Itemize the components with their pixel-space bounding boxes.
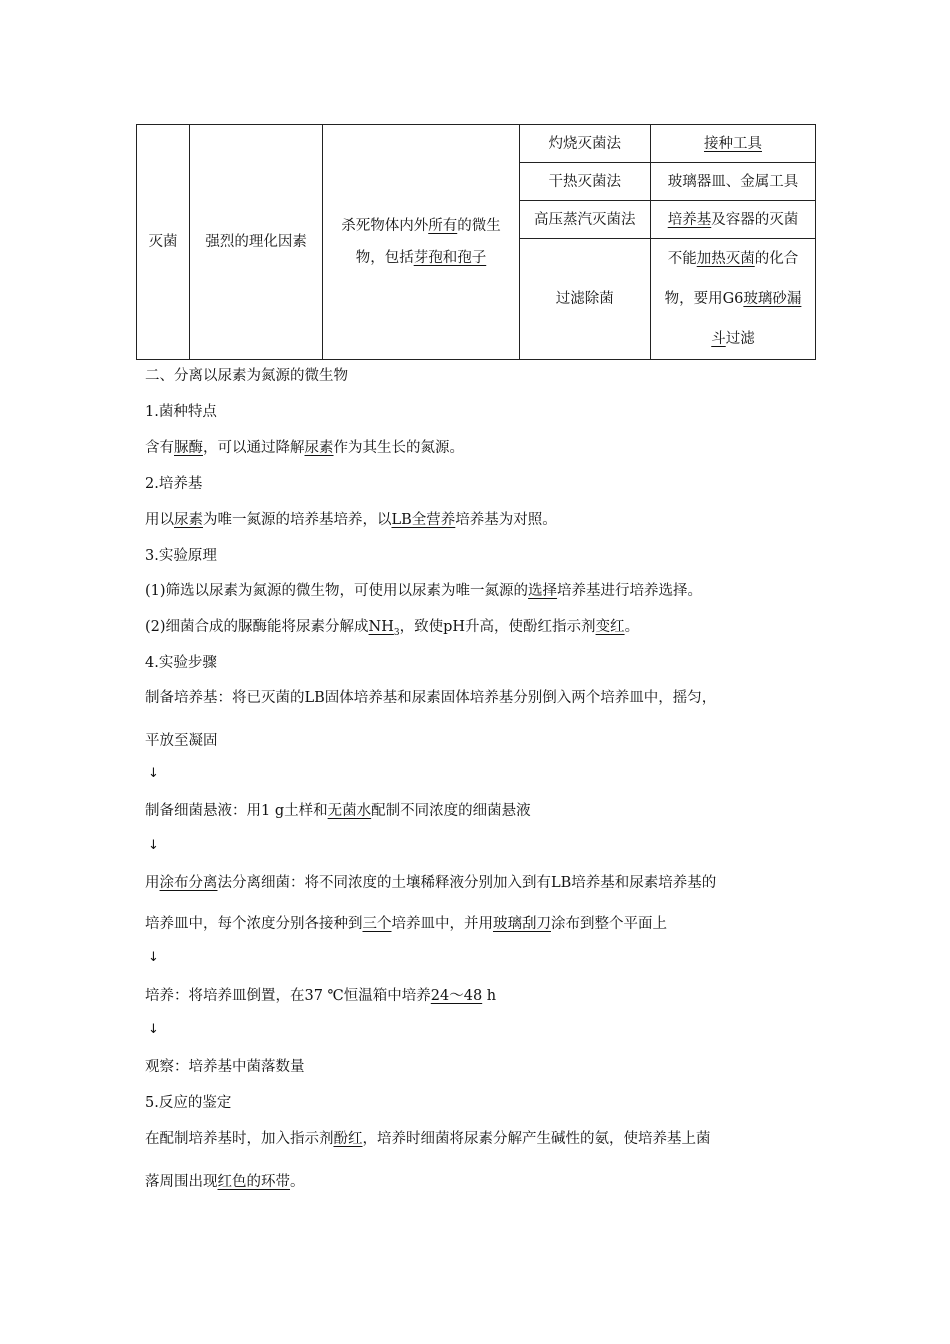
para-1: 含有脲酶，可以通过降解尿素作为其生长的氮源。 xyxy=(145,440,464,456)
heading-3: 3.实验原理 xyxy=(145,548,217,564)
down-arrow-icon: ↓ xyxy=(148,1022,159,1037)
down-arrow-icon: ↓ xyxy=(148,838,159,853)
cell-method-3: 高压蒸汽灭菌法 xyxy=(519,201,650,239)
cell-target-3: 培养基及容器的灭菌 xyxy=(650,201,815,239)
step3-line2: 培养皿中，每个浓度分别各接种到三个培养皿中，并用玻璃刮刀涂布到整个平面上 xyxy=(145,916,667,932)
heading-4: 4.实验步骤 xyxy=(145,655,217,671)
para-3a: (1)筛选以尿素为氮源的微生物，可使用以尿素为唯一氮源的选择培养基进行培养选择。 xyxy=(145,583,703,599)
cell-effect: 杀死物体内外所有的微生物，包括芽孢和孢子 xyxy=(323,125,519,360)
para-2: 用以尿素为唯一氮源的培养基培养，以LB全营养培养基为对照。 xyxy=(145,512,557,528)
cell-target-1: 接种工具 xyxy=(650,125,815,163)
step1-line2: 平放至凝固 xyxy=(145,733,218,749)
cell-sterilize: 灭菌 xyxy=(137,125,190,360)
heading-1: 1.菌种特点 xyxy=(145,404,217,420)
step1-line1: 制备培养基：将已灭菌的LB固体培养基和尿素固体培养基分别倒入两个培养皿中，摇匀， xyxy=(145,690,717,706)
para-3b: (2)细菌合成的脲酶能将尿素分解成$NH_3$，致使pH升高，使酚红指示剂变红。 xyxy=(145,619,640,638)
section-title: 二、分离以尿素为氮源的微生物 xyxy=(145,368,348,384)
cell-target-2: 玻璃器皿、金属工具 xyxy=(650,163,815,201)
cell-target-4: 不能加热灭菌的化合物，要用G6玻璃砂漏斗过滤 xyxy=(650,239,815,360)
step3-line1: 用涂布分离法分离细菌：将不同浓度的土壤稀释液分别加入到有LB培养基和尿素培养基的 xyxy=(145,875,717,891)
step4: 培养：将培养皿倒置，在37 ℃恒温箱中培养24～48 h xyxy=(145,988,497,1004)
cell-factor: 强烈的理化因素 xyxy=(190,125,323,360)
step5: 观察：培养基中菌落数量 xyxy=(145,1059,305,1075)
cell-method-4: 过滤除菌 xyxy=(519,239,650,360)
heading-2: 2.培养基 xyxy=(145,476,203,492)
down-arrow-icon: ↓ xyxy=(148,950,159,965)
cell-method-1: 灼烧灭菌法 xyxy=(519,125,650,163)
step2: 制备细菌悬液：用1 g土样和无菌水配制不同浓度的细菌悬液 xyxy=(145,803,531,819)
cell-method-2: 干热灭菌法 xyxy=(519,163,650,201)
heading-5: 5.反应的鉴定 xyxy=(145,1095,232,1111)
sterilization-table xyxy=(136,124,816,360)
para-5-line2: 落周围出现红色的环带。 xyxy=(145,1174,305,1190)
para-5-line1: 在配制培养基时，加入指示剂酚红，培养时细菌将尿素分解产生碱性的氨，使培养基上菌 xyxy=(145,1131,711,1147)
down-arrow-icon: ↓ xyxy=(148,766,159,781)
